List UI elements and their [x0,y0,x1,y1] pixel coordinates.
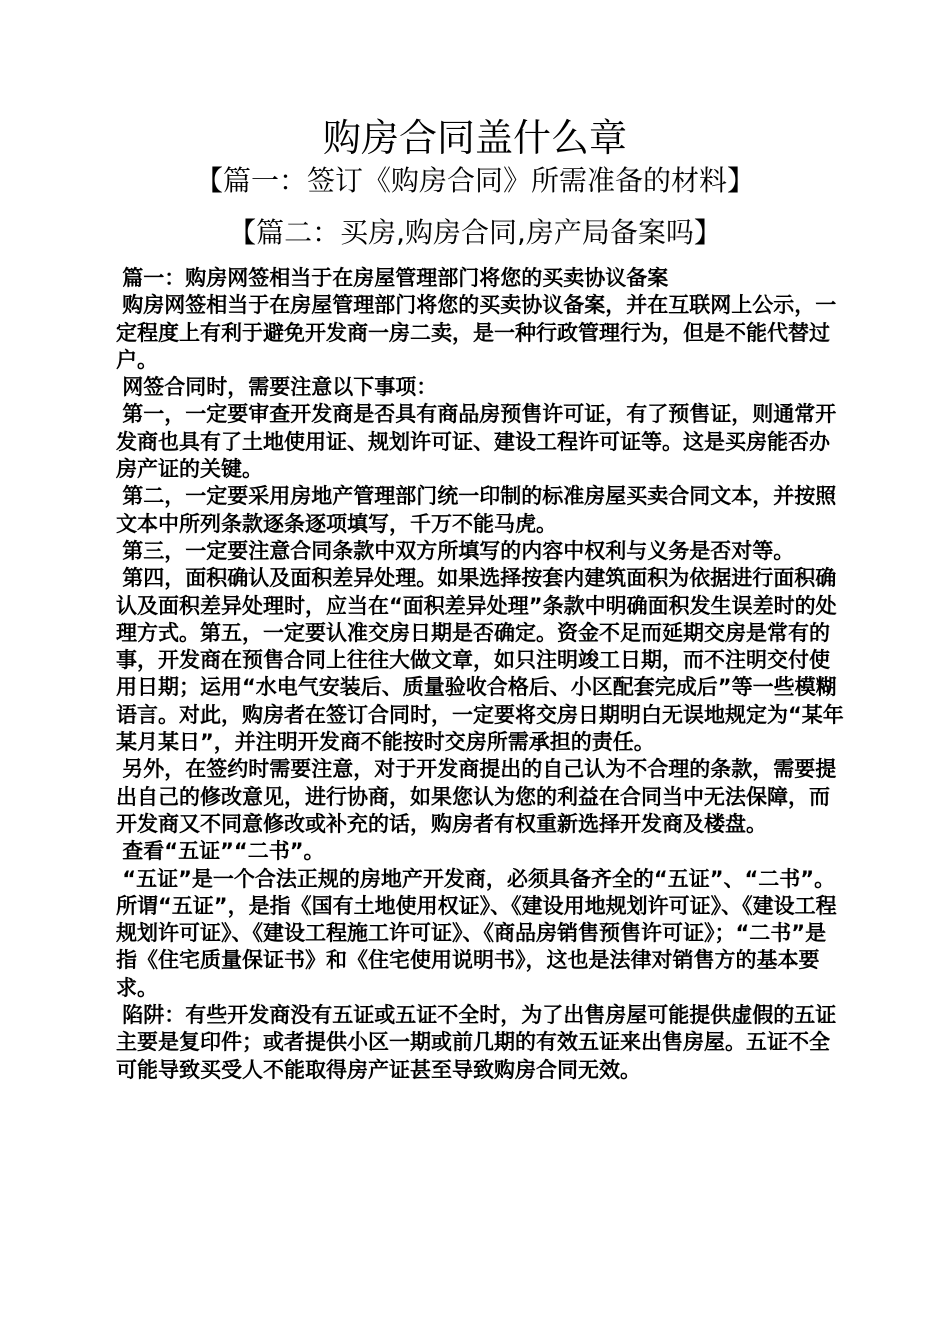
paragraph-fourth-fifth: 第四，面积确认及面积差异处理。如果选择按套内建筑面积为依据进行面积确认及面积差异处理时，应当在“面积差异处理”条款中明确面积发生误差时的处理方式。第五，一定要认准交房日期是否确定。资金不足而延期交房是常有的事，开发商在预售合同上往往大做文章，如只注明竣工日期，而不注明交付使用日期；运用“水电气安装后、质量验收合格后、小区配套完成后”等一些模糊语言。对此，购房者在签订合同时，一定要将交房日期明白无误地规定为“某年某月某日”，并注明开发商不能按时交房所需承担的责任。 [116,566,844,755]
paragraph-intro: 购房网签相当于在房屋管理部门将您的买卖协议备案，并在互联网上公示，一定程度上有利于避免开发商一房二卖，是一种行政管理行为，但是不能代替过户。 [116,293,837,372]
paragraph-second: 第二，一定要采用房地产管理部门统一印制的标准房屋买卖合同文本，并按照文本中所列条款逐条逐项填写，千万不能马虎。 [116,484,837,536]
subtitle-part-two: 【篇二：买房,购房合同,房产局备案吗】 [228,216,722,249]
document-body [116,265,846,1084]
paragraph-five-certificates: “五证”是一个合法正规的房地产开发商，必须具备齐全的“五证”、“二书”。所谓“五证”，是指《国有土地使用权证》、《建设用地规划许可证》、《建设工程规划许可证》、《建设工程施工许可证》、《商品房销售预售许可证》；“二书”是指《住宅质量保证书》和《住宅使用说明书》，这也是法律对销售方的基本要求。 [116,866,837,1000]
paragraph-additional: 另外，在签约时需要注意，对于开发商提出的自己认为不合理的条款，需要提出自己的修改意见，进行协商，如果您认为您的利益在合同当中无法保障，而开发商又不同意修改或补充的话，购房者有权重新选择开发商及楼盘。 [116,757,837,836]
paragraph-trap: 陷阱：有些开发商没有五证或五证不全时，为了出售房屋可能提供虚假的五证主要是复印件；或者提供小区一期或前几期的有效五证来出售房屋。五证不全可能导致买受人不能取得房产证甚至导致购房合同无效。 [116,1003,837,1082]
paragraph-third: 第三，一定要注意合同条款中双方所填写的内容中权利与义务是否对等。 [122,538,795,563]
subtitle-part-one: 【篇一：签订《购房合同》所需准备的材料】 [194,164,755,197]
paragraph-check-certificates: 查看“五证”“二书”。 [122,839,325,864]
paragraph-first: 第一，一定要审查开发商是否具有商品房预售许可证，有了预售证，则通常开发商也具有了土地使用证、规划许可证、建设工程许可证等。这是买房能否办房产证的关键。 [116,402,837,482]
section-heading: 篇一：购房网签相当于在房屋管理部门将您的买卖协议备案 [122,266,669,290]
document-title: 购房合同盖什么章 [322,116,627,160]
paragraph-notice-heading: 网签合同时，需要注意以下事项： [122,375,438,400]
